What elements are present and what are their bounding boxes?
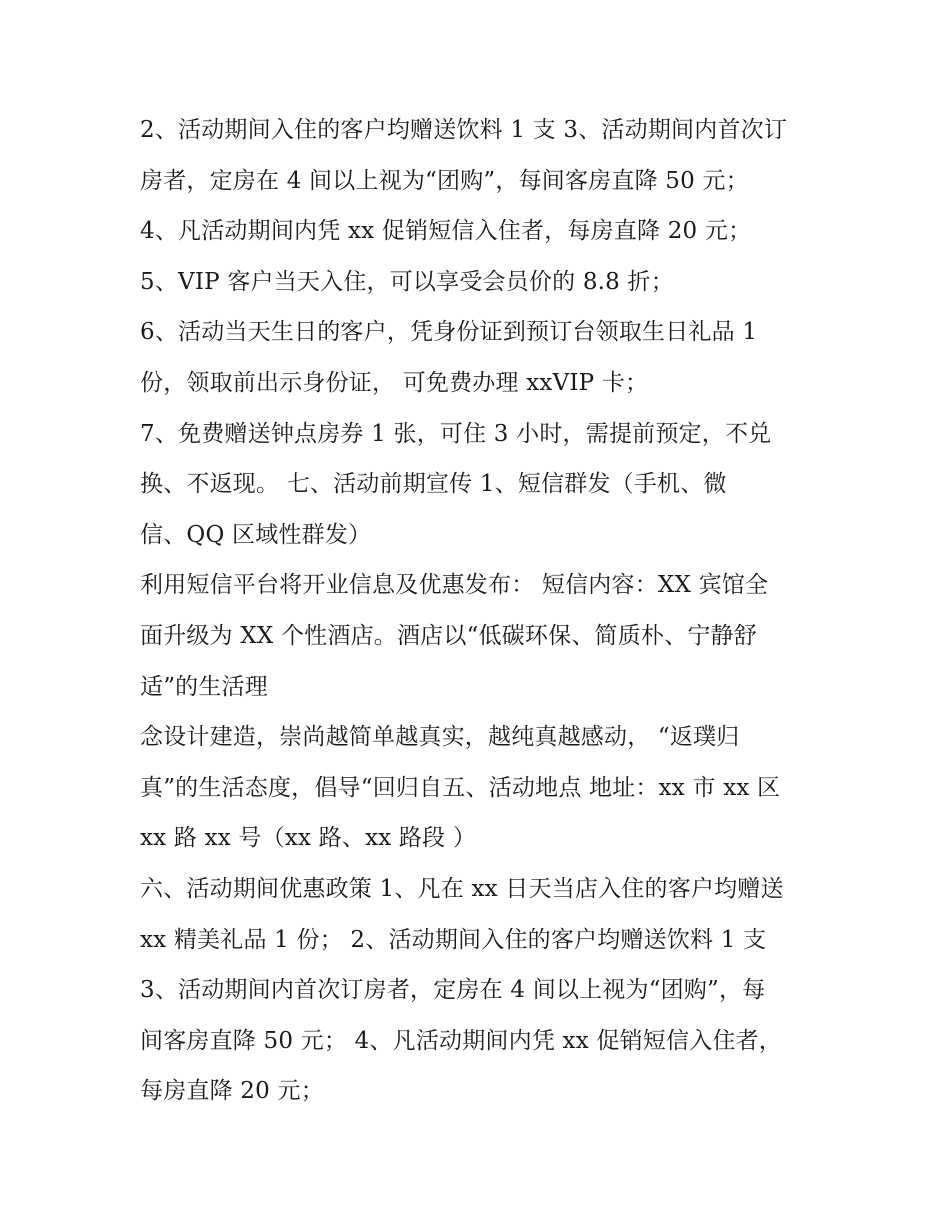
text-line: 信、QQ 区域性群发） (140, 521, 372, 548)
text-line: 2、活动期间入住的客户均赠送饮料 1 支 3、活动期间内首次订 (140, 117, 788, 143)
text-line: 适”的生活理 (140, 673, 268, 700)
text-line: 念设计建造，崇尚越简单越真实，越纯真越感动， “返璞归 (140, 724, 740, 751)
text-line: 换、不返现。 七、活动前期宣传 1、短信群发（手机、微 (140, 471, 727, 498)
text-line: xx 精美礼品 1 份； 2、活动期间入住的客户均赠送饮料 1 支 (140, 926, 767, 953)
text-line: 房者，定房在 4 间以上视为“团购”，每间客房直降 50 元； (140, 167, 749, 194)
text-line: xx 路 xx 号（xx 路、xx 路段 ） (140, 825, 477, 852)
text-line: 5、VIP 客户当天入住，可以享受会员价的 8.8 折； (140, 268, 674, 295)
text-line: 3、活动期间内首次订房者，定房在 4 间以上视为“团购”，每 (140, 977, 766, 1004)
text-line: 六、活动期间优惠政策 1、凡在 xx 日天当店入住的客户均赠送 (140, 875, 784, 902)
text-line: 真”的生活态度，倡导“回归自五、活动地点 地址：xx 市 xx 区 (140, 774, 781, 801)
text-line: 4、凡活动期间内凭 xx 促销短信入住者，每房直降 20 元； (140, 218, 752, 245)
text-line: 利用短信平台将开业信息及优惠发布： 短信内容：XX 宾馆全 (140, 572, 769, 599)
text-line: 7、免费赠送钟点房券 1 张，可住 3 小时，需提前预定，不兑 (140, 420, 772, 447)
text-line: 间客房直降 50 元； 4、凡活动期间内凭 xx 促销短信入住者， (140, 1027, 782, 1054)
text-line: 每房直降 20 元； (140, 1078, 324, 1105)
body-text (140, 105, 830, 1117)
text-line: 份，领取前出示身份证， 可免费办理 xxVIP 卡； (140, 369, 649, 396)
text-line: 面升级为 XX 个性酒店。酒店以“低碳环保、简质朴、宁静舒 (140, 622, 757, 649)
text-line: 6、活动当天生日的客户，凭身份证到预订台领取生日礼品 1 (140, 319, 758, 346)
